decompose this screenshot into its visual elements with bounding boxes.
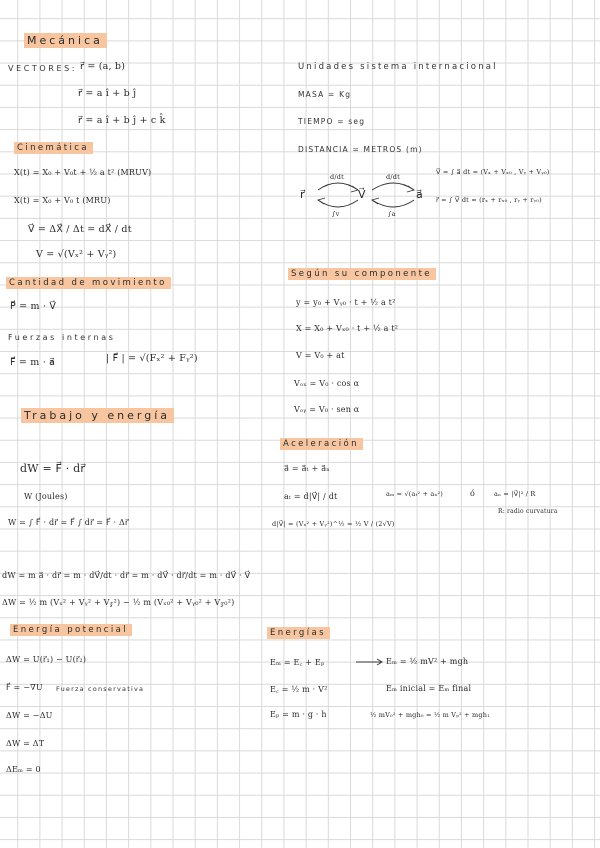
heading-cinematica: Cinemática [14,142,93,154]
eq-ep-gradient: F⃗ = −∇U [6,683,43,692]
diagram-a: a⃗ [416,188,423,201]
eq-acc-normal: aₙ = |V⃗|² / R [494,490,536,498]
eq-int-v: V⃗ = ∫ a⃗ dt = (Vₓ + Vₓ₀ , Vᵧ + Vᵧ₀) [436,168,550,176]
heading-cantidad-movimiento: Cantidad de movimiento [6,277,171,289]
fuerza-conservativa-note: Fuerza conservativa [56,685,145,693]
eq-velocity-mod: V = √(Vₓ² + Vᵧ²) [36,249,117,260]
diagram-int-1: ∫v [332,210,340,218]
eq-em-conservation: Eₘ inicial = Eₘ final [386,684,472,693]
eq-em-result: Eₘ = ½ mV² + mgh [386,657,469,666]
unidad-distancia: DISTANCIA = METROS (m) [298,145,423,154]
diagram-d-dt-2: d/dt [386,173,400,181]
heading-energias: Energías [267,627,330,639]
heading-segun-componente: Según su componente [288,268,436,280]
eq-ep-delta-u: ΔW = −ΔU [6,711,53,720]
vector-components-2d: r⃗ = a î + b ĵ [78,88,137,99]
eq-mru: X(t) = X₀ + V₀ t (MRU) [14,196,111,205]
w-units: W (Joules) [24,492,68,501]
eq-int-r: r⃗ = ∫ V⃗ dt = (rₓ + rₓ₀ , rᵧ + rᵧ₀) [436,196,542,204]
unidad-tiempo: TIEMPO = seg [298,117,366,126]
eq-momentum: P⃗ = m · V⃗ [10,301,57,312]
eq-w-integral: W = ∫ F⃗ · dr⃗ = F⃗ ∫ dr⃗ = F⃗ · Δr⃗ [8,518,129,527]
eq-v0x: Vₒₓ = V₀ · cos α [294,379,360,388]
diagram-r: r⃗ [300,188,305,201]
eq-energy-balance: ½ mV₀² + mgh₀ = ½ m Vₚ² + mgh₁ [370,711,490,719]
eq-ep-delta-w: ΔW = U(r⃗₁) − U(r⃗₂) [6,655,87,664]
eq-ep-delta-t: ΔW = ΔT [6,739,45,748]
heading-mecanica: Mecánica [24,33,107,48]
eq-v0y: Vₒᵧ = V₀ · sen α [294,405,360,414]
eq-dw: dW = F⃗ · dr⃗ [20,462,86,475]
unidades-title: Unidades sistema internacional [298,62,498,72]
diagram-v: V⃗ [358,188,366,201]
fuerzas-internas-label: Fuerzas internas [8,333,116,342]
eq-ep-em-zero: ΔEₘ = 0 [6,765,41,774]
vector-components-3d: r⃗ = a î + b ĵ + c k̂ [78,115,166,126]
heading-trabajo-energia: Trabajo y energía [21,408,174,423]
eq-x-t: X = X₀ + Vₓ₀ · t + ½ a t² [296,324,399,333]
eq-velocity-def: V⃗ = ΔX⃗ / Δt = dX⃗ / dt [28,224,132,235]
eq-acc-tangential: aₜ = d|V⃗| / dt [284,492,338,501]
eq-acc-derivative: d|V⃗| = (Vₓ² + Vᵧ²)^½ = ½ V / (2√V) [272,520,395,528]
radio-curvatura-note: R: radio curvatura [498,508,558,515]
eq-y-t: y = y₀ + Vᵧ₀ · t + ½ a t² [296,298,396,307]
eq-acc-mod: aₘ = √(aₜ² + aₙ²) [386,490,444,498]
vectores-label: VECTORES: [8,64,78,73]
diagram-d-dt-1: d/dt [330,173,344,181]
eq-em-def: Eₘ = E꜀ + Eₚ [270,658,325,667]
acc-or: ó [470,489,476,498]
eq-force-mod: | F⃗ | = √(Fₓ² + Fᵧ²) [106,353,198,364]
heading-aceleracion: Aceleración [280,438,363,450]
eq-ep-def: Eₚ = m · g · h [270,710,327,719]
eq-acc-sum: a⃗ = a⃗ₜ + a⃗ₙ [284,464,330,473]
diagram-int-2: ∫a [388,210,396,218]
heading-energia-potencial: Energía potencial [10,624,132,636]
eq-dw-long: dW = m a⃗ · dr⃗ = m · dV⃗/dt · dr⃗ = m · dV⃗ · dr⃗/dt = m · dV⃗ · V⃗ [2,571,251,580]
eq-ec-def: E꜀ = ½ m · V² [270,685,328,694]
eq-mruv: X(t) = X₀ + V₀t + ½ a t² (MRUV) [14,168,152,177]
eq-v-t: V = V₀ + at [296,351,345,360]
eq-delta-w: ΔW = ½ m (Vₓ² + Vᵧ² + V𝓏²) − ½ m (Vₓ₀² + Vᵧ₀² + V𝓏₀²) [2,598,235,607]
unidad-masa: MASA = Kg [298,90,352,99]
vector-pair: r⃗ = (a, b) [80,61,126,72]
eq-newton: F⃗ = m · a⃗ [10,357,56,368]
